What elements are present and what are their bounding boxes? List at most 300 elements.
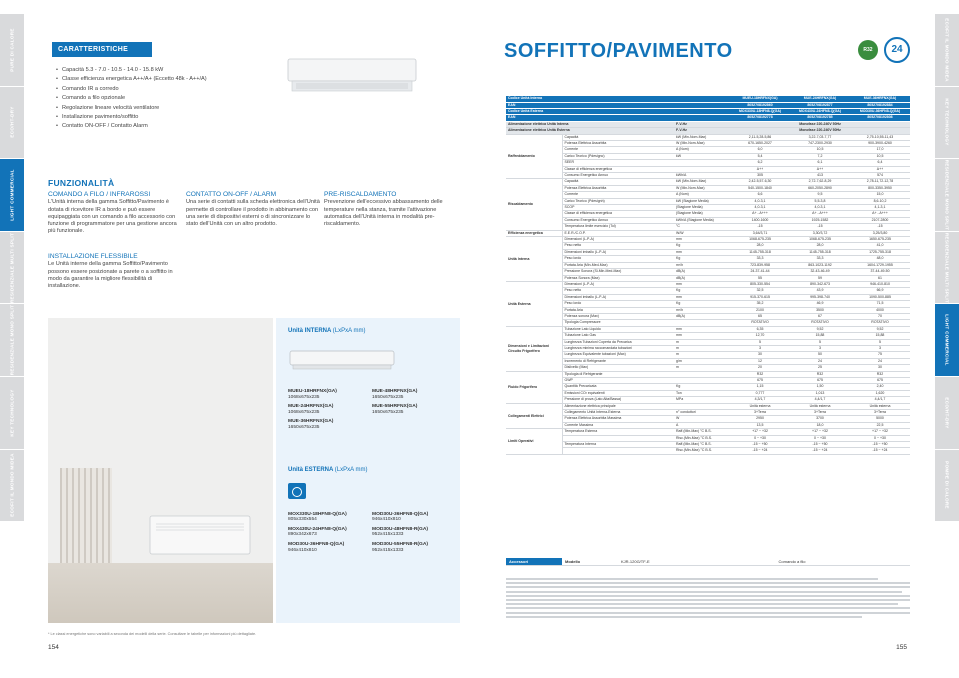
row-value: 4,4/1,7 (850, 397, 910, 403)
row-label: Peso netto (562, 243, 674, 249)
header-value: 8052708192860 (730, 102, 790, 108)
model-entry (288, 512, 364, 523)
feature-preheating (324, 191, 460, 228)
row-value: 22,5 (850, 422, 910, 428)
row-label: GWP (562, 378, 674, 384)
row-label: Peso lordo (562, 256, 674, 262)
floor-unit-image (148, 514, 253, 559)
row-label: Tubazione Lato Gas (562, 333, 674, 339)
row-value: 28,0 (790, 243, 850, 249)
row-value: 2,42-5,57-6,30 (730, 179, 790, 185)
characteristic-item: • Contatto ON-OFF / Contatto Alarm (56, 122, 207, 131)
row-value: +17 ~ +32 (730, 429, 790, 435)
row-group-label: Fluido Frigorifero (506, 371, 562, 403)
row-value: -15 (730, 224, 790, 230)
indoor-models-grid (288, 389, 448, 431)
row-value: -15 ~ +50 (790, 442, 850, 448)
row-unit: Risc.(Min-Max) °C B.S. (674, 435, 730, 441)
accessories-field: Modello (565, 559, 581, 564)
product-room-photo (48, 318, 273, 623)
row-unit: kWh/A (674, 173, 730, 179)
section-tab (0, 304, 24, 377)
section-tab (0, 377, 24, 450)
section-tab-label: RESIDENZIALE MULTI SPLIT (944, 232, 950, 303)
row-value: 805-330-554 (730, 281, 790, 287)
row-value: 10,5 (790, 147, 850, 153)
characteristic-item: • Capacità 5.3 - 7.0 - 10.5 - 14.0 - 15.8 kW (56, 66, 207, 75)
row-value: 4,0-3,1 (730, 198, 790, 204)
row-value: 4,4/1,7 (790, 397, 850, 403)
row-value: 900-3900-4260 (850, 140, 910, 146)
row-value: 1,15 (730, 384, 790, 390)
feature-text: Prevenzione dell'eccessivo abbassamento delle temperature nella stanza, tramite l'attivazione automatica dell'Unità interna in modalità pre-riscaldamento. (324, 199, 443, 228)
section-tab (935, 87, 959, 160)
row-value: 71,5 (850, 301, 910, 307)
section-tab-label: KEY TECHNOLOGY (9, 389, 15, 437)
row-unit: Ton (674, 390, 730, 396)
row-unit: W (674, 416, 730, 422)
row-value: 18,0 (790, 422, 850, 428)
section-tab (935, 14, 959, 87)
header-value: 8052708192778 (730, 115, 790, 121)
section-tab (935, 450, 959, 523)
row-value: 43,9 (790, 288, 850, 294)
row-value: 9,5 (790, 192, 850, 198)
header-label: EAN (506, 115, 674, 121)
row-value: 30 (850, 365, 910, 371)
row-value: 3500 (790, 307, 850, 313)
row-label: Capacità (562, 134, 674, 140)
characteristic-item: • Comando a filo opzionale (56, 94, 207, 103)
row-value: ROTATIVO (790, 320, 850, 326)
row-value: 1,620 (850, 390, 910, 396)
row-value: 50 (790, 352, 850, 358)
row-value: 3 (730, 345, 790, 351)
row-value: 3+Terra (790, 410, 850, 416)
section-tab (0, 159, 24, 232)
row-value: 5,5-3,8 (790, 198, 850, 204)
row-unit: Kg (674, 288, 730, 294)
header-value: 8052708192785 (790, 115, 850, 121)
row-value: 6,0 (730, 147, 790, 153)
header-value: 8052708192877 (790, 102, 850, 108)
row-value: 1725-755-318 (850, 249, 910, 255)
row-value: Monofase 220-240V 50Hz (730, 121, 910, 127)
row-label: Carico Teorico (Pdesignh) (562, 198, 674, 204)
row-value: -15 ~ +24 (790, 448, 850, 454)
row-value: A+ - A+++ (850, 211, 910, 217)
indoor-unit-illustration (288, 348, 398, 370)
model-dimensions: 952x415x1333 (372, 532, 404, 538)
row-value: 24-37-41-44 (730, 269, 790, 275)
page-title: SOFFITTO/PAVIMENTO (504, 40, 733, 62)
row-value: Unità esterna (790, 403, 850, 409)
row-value: -15 ~ +50 (850, 442, 910, 448)
row-label: Portata Aria (Min-Med-Max) (562, 262, 674, 268)
row-label: E.E.R./C.O.P. (562, 230, 674, 236)
row-label: Pressione Sonora (Si-Min-Med-Max) (562, 269, 674, 275)
row-value: 12 (730, 358, 790, 364)
row-value: R32 (790, 371, 850, 377)
row-value: A++ (790, 166, 850, 172)
header-label: Codice Unità Interna (506, 96, 674, 102)
row-value: 4,3/1,7 (730, 397, 790, 403)
row-value: 6,35 (730, 326, 790, 332)
row-value: 15,88 (790, 333, 850, 339)
row-value: 6,6 (730, 192, 790, 198)
left-page-footnote: * Le classi energetiche sono variabili a seconda dei modelli della serie. Consultare le tabelle per informazioni più dettagliate. (48, 632, 257, 636)
row-value: 1925-1582 (790, 217, 850, 223)
row-value: 41,0 (850, 243, 910, 249)
accessories-label: Accessori (506, 558, 562, 565)
row-value: 723-839-958 (730, 262, 790, 268)
row-unit: mm (674, 281, 730, 287)
row-label: SEER (562, 160, 674, 166)
outdoor-units-header: Unità ESTERNA (LxPxA mm) (288, 466, 368, 473)
row-value: 540-1500-1840 (730, 185, 790, 191)
row-unit: m (674, 365, 730, 371)
row-group-label: Efficienza energetica (506, 230, 562, 236)
row-unit: Raff.(Min-Max) °C B.S. (674, 429, 730, 435)
row-label: Potenza sonora (Max) (562, 313, 674, 319)
row-value: R32 (850, 371, 910, 377)
row-unit: mm (674, 249, 730, 255)
row-value: 3+Terra (730, 410, 790, 416)
row-unit: Kg (674, 384, 730, 390)
row-label (562, 448, 674, 454)
row-unit: mm (674, 294, 730, 300)
feature-title: COMANDO A FILO / INFRAROSSI (48, 191, 151, 198)
row-value: 32,5 (730, 288, 790, 294)
header-value: 8052708192884 (850, 102, 910, 108)
model-entry (288, 404, 364, 415)
header-value: MOX430U-24HFN8-Q(GA) (790, 108, 850, 114)
row-value: A++ (850, 166, 910, 172)
feature-text: Le Unità interne della gamma Soffitto/Pavimento possono essere posizionate a parete o a soffitto in modo da garantire la migliore flessibilità di installazione. (48, 261, 173, 290)
row-value: 2,72-7,62-8,29 (790, 179, 850, 185)
row-value: 3,22-7,03-7,77 (790, 134, 850, 140)
row-value: 32-43-46-49 (790, 269, 850, 275)
row-value: 3,64/3,71 (730, 230, 790, 236)
row-label: Classe di efficienza energetica (562, 166, 674, 172)
row-unit: kW (Min-Nom-Max) (674, 134, 730, 140)
row-label: Lunghezza Equivalente tubazioni (Max) (562, 352, 674, 358)
row-label: Emissioni CO² equivalenti (562, 390, 674, 396)
row-value: 24 (790, 358, 850, 364)
table-row (506, 448, 910, 454)
row-group-label: Raffreddamento (506, 134, 562, 179)
ceiling-unit-illustration (286, 55, 418, 95)
accessories-model: KJR-120G/TF-E (621, 559, 650, 564)
row-value: 66,9 (850, 288, 910, 294)
model-entry (288, 419, 364, 430)
row-label: Temperatura Interna (562, 442, 674, 448)
header-value: MUE-24HRFNX(GA) (790, 96, 850, 102)
row-label: Classe di efficienza energetica (562, 211, 674, 217)
row-group-label: Dimensioni e Limitazioni Circuito Frigorifero (506, 326, 562, 371)
row-label: Dimensioni (L-P-A) (562, 281, 674, 287)
row-label: Corrente Massima (562, 422, 674, 428)
header-value: MOX330U-18HFN8-Q(GA) (730, 108, 790, 114)
row-value: 8,6-10,2 (850, 198, 910, 204)
model-name: MOD30U-36HFN8-Q(GA) (372, 511, 429, 517)
row-value: 20 (730, 365, 790, 371)
row-value: +17 ~ +32 (850, 429, 910, 435)
model-name: MUEU-18HRFNX(GA) (288, 389, 337, 394)
row-value: 413 (790, 173, 850, 179)
model-entry (372, 512, 448, 523)
row-value: 25 (790, 365, 850, 371)
row-value: 35,2 (730, 301, 790, 307)
row-label: Collegamento Unità Interna-Esterna (562, 410, 674, 416)
row-label: Alimentazione elettrica principale (562, 403, 674, 409)
row-label: Lunghezza Tubazioni Coperta da Precarica (562, 339, 674, 345)
row-unit: kW (Min-Nom-Max) (674, 179, 730, 185)
row-unit: Kg (674, 301, 730, 307)
row-label: Alimentazione elettrica Unità Interna (506, 121, 674, 127)
row-label: Corrente (562, 147, 674, 153)
right-page (480, 0, 935, 678)
row-value: 1604-1729-1955 (850, 262, 910, 268)
indoor-units-header: Unità INTERNA (LxPxA mm) (288, 328, 366, 334)
row-unit: kW (Stagione Media) (674, 198, 730, 204)
section-tab-label: ECOFIT IL MONDO MIDEA (9, 453, 15, 518)
characteristic-item: • Regolazione lineare velocità ventilatore (56, 104, 207, 113)
row-value: 5 (850, 339, 910, 345)
row-unit: A (674, 422, 730, 428)
row-label: Tubazione Lato Liquido (562, 326, 674, 332)
row-unit: kW (674, 153, 730, 159)
row-value: 2,78-11,72-12,78 (850, 179, 910, 185)
model-name: MOX330U-18HFN8-Q(GA) (288, 511, 347, 517)
section-tab (935, 232, 959, 305)
header-label: EAN (506, 102, 674, 108)
model-entry (288, 389, 364, 400)
header-value: MUEU-18HRFNX(GA) (730, 96, 790, 102)
outdoor-models-grid (288, 512, 448, 554)
model-entry (372, 542, 448, 553)
row-value: 10,5 (850, 153, 910, 159)
row-label: Dimensioni (L-P-A) (562, 237, 674, 243)
row-label: Alimentazione elettrica Unità Esterna (506, 128, 674, 134)
left-page-number: 154 (48, 644, 59, 651)
model-dimensions: 1650x675x235 (288, 424, 320, 430)
row-value: 890-342-673 (790, 281, 850, 287)
feature-text: Una serie di contatti sulla scheda elettronica dell'Unità permette di controllare il prodotto in abbinamento con una serie di dispositivi esterni o di sincronizzare lo stato dell'Unità con un altro prodotto. (186, 199, 320, 228)
section-tab (0, 14, 24, 87)
row-value: ROTATIVO (730, 320, 790, 326)
accessories-note: Comando a filo (778, 559, 806, 564)
row-value: -15 ~ +24 (730, 448, 790, 454)
section-tab-label: ECOFIT IL MONDO MIDEA (944, 18, 950, 82)
model-dimensions: 946x410x810 (372, 517, 401, 523)
model-dimensions: 1650x675x235 (372, 394, 404, 400)
characteristic-item: • Installazione pavimento/soffitto (56, 113, 207, 122)
row-group-label: Riscaldamento (506, 179, 562, 230)
models-spec-box (276, 318, 460, 623)
row-value: 675 (790, 378, 850, 384)
row-group-label: Unità Esterna (506, 281, 562, 326)
row-unit: F-V-Hz (674, 128, 730, 134)
row-value: 3,25/3,80 (850, 230, 910, 236)
section-tab (0, 450, 24, 523)
model-name: MOX430U-24HFN8-Q(GA) (288, 526, 347, 532)
characteristic-item: • Classe efficienza energetica A++/A+ (Eccetto 48k - A++/A) (56, 75, 207, 84)
table-footnotes (506, 578, 910, 628)
right-section-tabs (935, 14, 959, 522)
row-value: 4,1-3,1 (850, 205, 910, 211)
accessories-row (506, 558, 910, 566)
row-label: Temperatura limite esercizio (Tol) (562, 224, 674, 230)
row-value: 2,11-5,28-5,86 (730, 134, 790, 140)
section-tab-label: ECO/HT-DRY (944, 397, 950, 429)
row-value: 3+Terra (850, 410, 910, 416)
row-value: 37-44-49-50 (850, 269, 910, 275)
row-value: 1650-675-235 (850, 237, 910, 243)
row-label: Incremento di Refrigerante (562, 358, 674, 364)
row-group-label: Collegamenti Elettrici (506, 403, 562, 429)
row-label: Quantità Precaricata (562, 384, 674, 390)
row-value: 1400-1600 (730, 217, 790, 223)
row-value: 24 (850, 358, 910, 364)
row-value: 7,2 (790, 153, 850, 159)
section-tab-label: ECO/HT-DRY (9, 106, 15, 138)
model-entry (288, 527, 364, 538)
row-value: 1068-675-235 (790, 237, 850, 243)
row-unit: g/m (674, 358, 730, 364)
model-name: MUE-55HRFNX(GA) (372, 404, 418, 410)
row-label: Dislivello (Max) (562, 365, 674, 371)
row-label: Peso lordo (562, 301, 674, 307)
row-unit: dB(A) (674, 275, 730, 281)
row-group-label: Unità Interna (506, 237, 562, 282)
specification-table (506, 96, 910, 455)
row-value: 6,4 (850, 160, 910, 166)
row-value: 305 (730, 173, 790, 179)
row-value: 15,0 (850, 192, 910, 198)
header-value: MUE-36HRFNX(GA) (850, 96, 910, 102)
row-label: Dimensioni imballo (L-P-A) (562, 249, 674, 255)
outdoor-unit-icon (288, 483, 448, 504)
row-value: 675 (850, 378, 910, 384)
feature-remote-control (48, 191, 180, 236)
row-value: Unità esterna (850, 403, 910, 409)
row-value: -15 (850, 224, 910, 230)
row-unit: W/W (674, 230, 730, 236)
row-label: Peso netto (562, 288, 674, 294)
row-label: Portata Aria (562, 307, 674, 313)
row-value: 70 (850, 313, 910, 319)
row-label: Tipologia di Refrigerante (562, 371, 674, 377)
row-value: 0 ~ +30 (730, 435, 790, 441)
row-unit: (Stagione Media) (674, 205, 730, 211)
row-value: 670-1650-2027 (730, 140, 790, 146)
row-value: 0 ~ +30 (850, 435, 910, 441)
row-value: 1145-755-318 (790, 249, 850, 255)
row-value: 863-1023-1192 (790, 262, 850, 268)
model-dimensions: 890x342x673 (288, 532, 317, 538)
row-value: Unità esterna (730, 403, 790, 409)
row-value: +17 ~ +32 (790, 429, 850, 435)
header-value: 8052708192808 (850, 115, 910, 121)
row-unit: A (Nom) (674, 147, 730, 153)
row-value: 13,5 (730, 422, 790, 428)
section-tab-label: RESIDENZIALE MONO SPLIT (944, 159, 950, 231)
row-unit: m (674, 352, 730, 358)
left-section-tabs (0, 14, 24, 522)
row-label: Temperatura Esterna (562, 429, 674, 435)
model-name: MOD30U-48HFN8-R(GA) (372, 526, 428, 532)
row-value: 0,777 (730, 390, 790, 396)
header-value: MOD30U-36HFN8-Q(GA) (850, 108, 910, 114)
row-unit: (Stagione Media) (674, 211, 730, 217)
row-value: 1068-675-235 (730, 237, 790, 243)
row-value: 12,70 (730, 333, 790, 339)
row-value: 6,1 (790, 160, 850, 166)
characteristic-item: • Comando IR a corredo (56, 85, 207, 94)
feature-flexible-install (48, 253, 180, 290)
row-unit: A (Nom) (674, 192, 730, 198)
model-name: MUE-48HRFNX(GA) (372, 389, 418, 394)
right-page-number: 155 (896, 644, 907, 651)
row-value: 2,40 (850, 384, 910, 390)
row-label: Consumo Energetico Annuo (562, 173, 674, 179)
row-value: 2107-2800 (850, 217, 910, 223)
row-unit: MPa (674, 397, 730, 403)
row-value: 0 ~ +30 (790, 435, 850, 441)
model-name: MUE-24HRFNX(GA) (288, 404, 334, 410)
row-label: Potenza Elettrica Assorbita (562, 185, 674, 191)
row-value: 4,0-3,1 (790, 205, 850, 211)
feature-contact-alarm (186, 191, 320, 228)
feature-title: CONTATTO ON-OFF / ALARM (186, 191, 277, 198)
row-value: -15 ~ +24 (850, 448, 910, 454)
row-label: Dimensioni imballo (L-P-A) (562, 294, 674, 300)
row-value: A+ - A+++ (790, 211, 850, 217)
row-value: 5 (730, 339, 790, 345)
row-value: 946-410-810 (850, 281, 910, 287)
row-unit: n° conduttori (674, 410, 730, 416)
row-value: 9,52 (790, 326, 850, 332)
row-unit: mm (674, 237, 730, 243)
section-tab-label: POMPE DI CALORE (944, 461, 950, 510)
row-unit: Kg (674, 256, 730, 262)
model-entry (372, 527, 448, 538)
warranty-badge: 24 (884, 37, 910, 63)
r32-refrigerant-badge: R32 (858, 40, 878, 60)
section-tab-label: LIGHT COMMERCIAL (944, 314, 950, 366)
row-value: 915-370-615 (730, 294, 790, 300)
row-unit: mm (674, 326, 730, 332)
section-tab-label: KEY TECHNOLOGY (944, 98, 950, 147)
row-value: 3 (850, 345, 910, 351)
row-value: -15 ~ +50 (730, 442, 790, 448)
row-value: 5000 (850, 416, 910, 422)
row-value: 3700 (790, 416, 850, 422)
row-value: 660-2050-2890 (790, 185, 850, 191)
row-unit: F-V-Hz (674, 121, 730, 127)
row-unit: mm (674, 333, 730, 339)
row-unit: Risc.(Min-Max) °C B.S. (674, 448, 730, 454)
header-label: Codice Unità Esterna (506, 108, 674, 114)
row-unit: m (674, 339, 730, 345)
row-unit: m³/h (674, 307, 730, 313)
row-value: 59 (790, 275, 850, 281)
row-value: Monofase 220-240V 50Hz (730, 128, 910, 134)
row-unit: W (Min-Nom-Max) (674, 140, 730, 146)
section-tab-label: RESIDENZIALE MULTI SPLIT (9, 232, 15, 303)
row-value: 5 (790, 339, 850, 345)
